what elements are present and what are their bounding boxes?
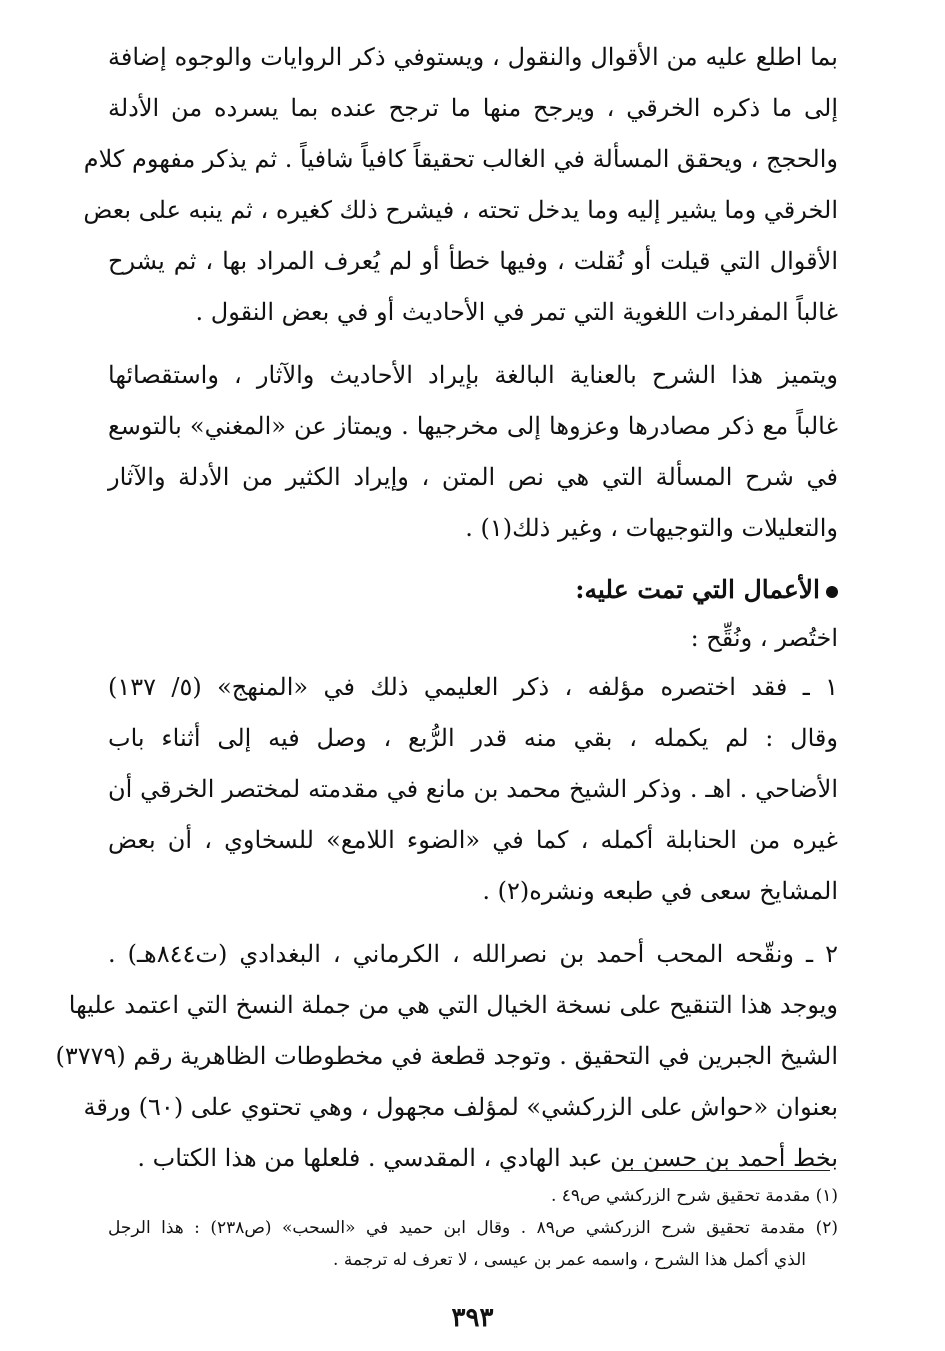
- footnote-line: (١) مقدمة تحقيق شرح الزركشي ص٤٩ .: [550, 1186, 838, 1206]
- text-line: الخرقي وما يشير إليه وما يدخل تحته ، فيشرح ذلك كغيره ، ثم ينبه على بعض: [83, 196, 838, 224]
- page-body: [55, 32, 839, 1184]
- text-line: وقال : لم يكمله ، بقي منه قدر الرُّبع ، وصل فيه إلى أثناء باب: [108, 724, 838, 752]
- footnote-line: الذي أكمل هذا الشرح ، واسمه عمر بن عيسى ، لا تعرف له ترجمة .: [333, 1250, 806, 1270]
- text-line: والحجج ، ويحقق المسألة في الغالب تحقيقاً كافياً شافياً . ثم يذكر مفهوم كلام: [83, 145, 838, 173]
- text-line: غالباً المفردات اللغوية التي تمر في الأحاديث أو في بعض النقول .: [195, 298, 838, 326]
- text-line: غالباً مع ذكر مصادرها وعزوها إلى مخرجيها . ويمتاز عن «المغني» بالتوسع: [108, 412, 838, 440]
- text-line: ويوجد هذا التنقيح على نسخة الخيال التي هي من جملة النسخ التي اعتمد عليها: [68, 991, 838, 1019]
- text-line: المشايخ سعى في طبعه ونشره(٢) .: [482, 877, 838, 905]
- text-line: بما اطلع عليه من الأقوال والنقول ، ويستوفي ذكر الروايات والوجوه إضافة: [108, 43, 838, 71]
- text-line: في شرح المسألة التي هي نص المتن ، وإيراد الكثير من الأدلة والآثار: [108, 463, 838, 491]
- footnote-1: [108, 1180, 838, 1212]
- footnote-line: (٢) مقدمة تحقيق شرح الزركشي ص٨٩ . وقال ابن حميد في «السحب» (ص٢٣٨) : هذا الرجل: [108, 1218, 838, 1238]
- section-heading-text: الأعمال التي تمت عليه:: [575, 575, 820, 604]
- footnotes: [108, 1180, 838, 1276]
- subheading: اختُصر ، ونُقِّح :: [690, 624, 838, 652]
- page-number: ٣٩٣: [451, 1303, 494, 1333]
- text-line: إلى ما ذكره الخرقي ، ويرجح منها ما ترجح عنده بما يسرده من الأدلة: [108, 94, 838, 122]
- footnote-2: [108, 1212, 838, 1276]
- text-line: بخط أحمد بن حسن بن عبد الهادي ، المقدسي . فلعلها من هذا الكتاب .: [137, 1144, 838, 1172]
- item2-paragraph: [55, 929, 838, 1184]
- text-line: الأقوال التي قيلت أو نُقلت ، وفيها خطأ أو لم يُعرف المراد بها ، ثم يشرح: [108, 247, 838, 275]
- text-line: ٢ ـ ونقّحه المحب أحمد بن نصرالله ، الكرماني ، البغدادي (ت٨٤٤هـ) .: [108, 940, 838, 968]
- text-line: الشيخ الجبرين في التحقيق . وتوجد قطعة في مخطوطات الظاهرية رقم (٣٧٧٩): [55, 1042, 838, 1070]
- bullet-icon: [826, 586, 838, 598]
- section-heading: [108, 566, 838, 614]
- intro-paragraph: [83, 32, 838, 338]
- text-line: الأضاحي . اهـ . وذكر الشيخ محمد بن مانع في مقدمته لمختصر الخرقي أن: [108, 775, 838, 803]
- text-line: والتعليلات والتوجيهات ، وغير ذلك(١) .: [465, 514, 838, 542]
- text-line: بعنوان «حواش على الزركشي» لمؤلف مجهول ، وهي تحتوي على (٦٠) ورقة: [83, 1093, 838, 1121]
- text-line: ١ ـ فقد اختصره مؤلفه ، ذكر العليمي ذلك في «المنهج» (٥/ ١٣٧): [108, 673, 839, 701]
- text-line: ويتميز هذا الشرح بالعناية البالغة بإيراد الأحاديث والآثار ، واستقصائها: [108, 361, 838, 389]
- distinction-paragraph: [108, 350, 838, 554]
- item1-paragraph: [108, 662, 838, 917]
- text-line: غيره من الحنابلة أكمله ، كما في «الضوء اللامع» للسخاوي ، أن بعض: [108, 826, 838, 854]
- footnote-divider: [615, 1170, 830, 1171]
